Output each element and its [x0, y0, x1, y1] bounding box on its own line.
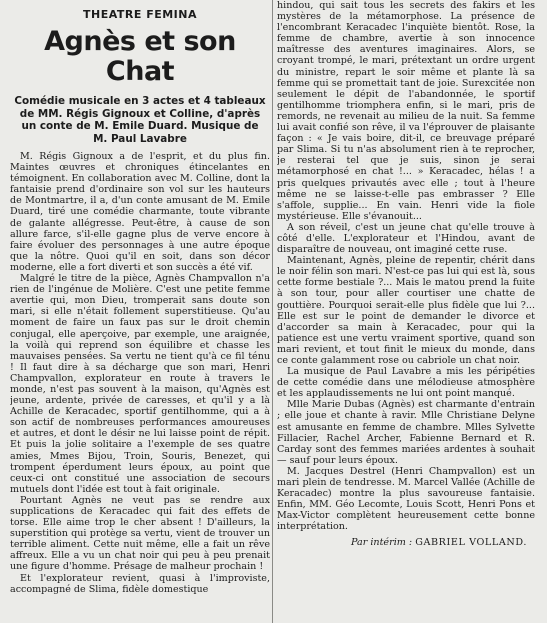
paragraph: Maintenant, Agnès, pleine de repentir, chérit dans le noir félin son mari. N'est-ce pas lui qui est là, sous cette forme bestiale ?... Mais le matou prend la fuite à son tour, pour aller courtiser une chatte de gouttière. Pourquoi serait-elle plus fidèle que lui ?... Elle est sur le point de demander le divorce et d'accorder sa main à Keracadec, pour qui la patience est une vertu vraiment sportive, quand son mari revient, et tout finit le mieux du monde, dans ce conte galamment rose ou cabriole un chat noir.	[277, 255, 535, 366]
paragraph: M. Régis Gignoux a de l'esprit, et du plus fin. Maintes œuvres et chroniques étincelantes en témoignent. En collaboration avec M. Colline, dont la fantaisie prend d'ordinaire son vol sur les hauteurs de Montmartre, il a, d'un conte amusant de M. Emile Duard, tiré une comédie charmante, toute vibrante de galante allégresse. Peut-être, à cause de son allure farce, s'il-elle gagne plus de verve encore à faire évoluer des personnages à une autre époque que la nôtre. Quoi qu'il en soit, dans son décor moderne, elle a fort diverti et son succès a été vif.	[10, 151, 270, 273]
article-subtitle: Comédie musicale en 3 actes et 4 tableaux de MM. Régis Gignoux et Colline, d'après un conte de M. Emile Duard. Musique de M. Paul Lavabre	[14, 95, 266, 145]
right-column-body	[277, 0, 535, 533]
paragraph: A son réveil, c'est un jeune chat qu'elle trouve à côté d'elle. L'explorateur et l'Hindou, avant de disparaître de nouveau, ont imaginé cette ruse.	[277, 221, 535, 256]
paragraph: Malgré le titre de la pièce, Agnès Champvallon n'a rien de l'ingénue de Molière. C'est une petite femme avertie qui, mon Dieu, tromperait sans doute son mari, si elle n'était follement superstitieuse. Qu'au moment de faire un faux pas sur le droit chemin conjugal, elle aperçoive, par exemple, une araignée, la voilà qui reprend son équilibre et chasse les mauvaises pensées. Sa vertu ne tient qu'à ce fil ténu ! Il faut dire à sa décharge que son mari, Henri Champvallon, explorateur en route à travers le monde, n'est pas souvent à la maison, qu'Agnès est jeune, ardente, privée de caresses, et qu'il y a là Achille de Keracadec, sportif gentilhomme, qui a à son actif de nombreuses performances amoureuses et autres, et dont le désir ne lui laisse point de répit. Et puis la jolie solitaire a l'exemple de ses quatre amies, Mmes Bijou, Troin, Souris, Benezet, qui trompent éperdument leurs époux, au point que ceux-ci ont constitué une association de secours mutuels dont l'idée est tout à fait originale.	[10, 273, 270, 495]
theatre-name: THEATRE FEMINA	[83, 8, 197, 21]
right-column	[277, 0, 535, 620]
byline	[277, 537, 535, 548]
left-column-body	[10, 151, 270, 595]
paragraph: La musique de Paul Lavabre a mis les péripéties de cette comédie dans une mélodieuse atmosphère et les applaudissements ne lui ont point manqué.	[277, 366, 535, 400]
paragraph: M. Jacques Destrel (Henri Champvallon) est un mari plein de tendresse. M. Marcel Vallée (Achille de Keracadec) montre la plus savoureuse fantaisie. Enfin, MM. Géo Lecomte, Louis Scott, Henri Pons et Max-Victor complètent heureusement cette bonne interprétation.	[277, 465, 535, 533]
author-name: GABRIEL VOLLAND.	[415, 536, 527, 548]
paragraph: Mlle Marie Dubas (Agnès) est charmante d'entrain ; elle joue et chante à ravir. Mlle Christiane Delyne est amusante en femme de chambre. Mlles Sylvette Fillacier, Rachel Archer, Fabienne Bernard et R. Carday sont des femmes mariées ardentes à souhait — sauf pour leurs époux.	[277, 399, 535, 466]
byline-prefix: Par intérim :	[350, 536, 413, 548]
left-column	[10, 6, 270, 618]
article-title: Agnès et son Chat	[44, 26, 236, 87]
paragraph: Et l'explorateur revient, quasi à l'improviste, accompagné de Slima, fidèle domestique	[10, 572, 270, 595]
paragraph: hindou, qui sait tous les secrets des fakirs et les mystères de la métamorphose. La présence de l'encombrant Keracadec l'inquiète bientôt. Rose, la femme de chambre, avertie à son innocence maîtresse des aventures imaginaires. Alors, se croyant trompé, le mari, prétextant un ordre urgent du ministre, repart le soir même et plante là sa femme qui se promettait tant de joie. Surexcitée non seulement le dépit de l'abandonnée, le sportif gentilhomme triomphera enfin, si le mari, pris de remords, ne revenait au milieu de la nuit. Sa femme lui avait confié son rêve, il va l'éprouver de plaisante façon : « Je vais boire, dit-il, ce breuvage préparé par Slima. Si tu n'as absolument rien à te reprocher, je resterai tel que je suis, sinon je serai métamorphosé en chat !... » Keracadec, hélas ! a pris quelques privautés avec elle ; tout à l'heure même ne se laisse-t-elle pas embrasser ? Elle s'affole, supplie... En vain. Henri vide la fiole mystérieuse. Elle s'évanouit...	[277, 0, 535, 222]
paragraph: Pourtant Agnès ne veut pas se rendre aux supplications de Keracadec qui fait des effets de torse. Elle aime trop le cher absent ! D'ailleurs, la superstition qui protège sa vertu, vient de trouver un terrible aliment. Cette nuit même, elle a fait un rêve affreux. Elle a vu un chat noir qui peu à peu prenait une figure d'homme. Présage de malheur prochain !	[10, 494, 270, 573]
column-divider	[272, 0, 273, 623]
